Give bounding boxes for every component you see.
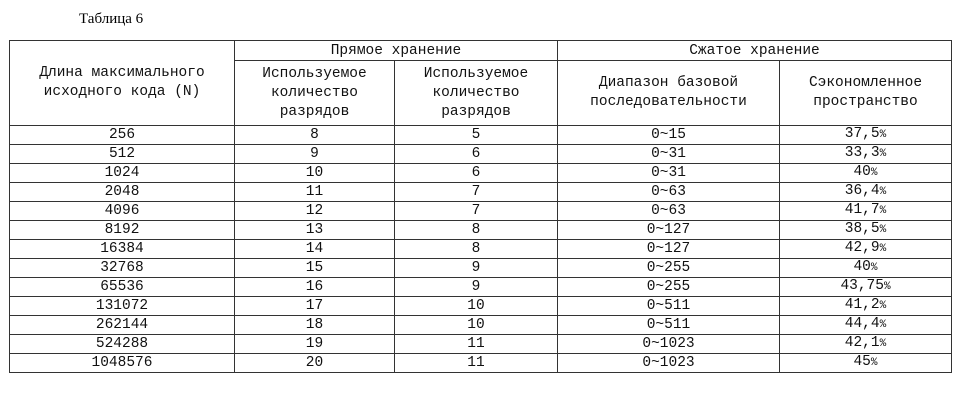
header-bits-used <box>395 61 558 126</box>
percent-sign: % <box>879 129 887 141</box>
cell-bits-direct: 11 <box>235 183 395 202</box>
header-saved-space <box>780 61 952 126</box>
table-row <box>10 259 952 278</box>
table-caption: Таблица 6 <box>79 11 144 27</box>
percent-sign: % <box>879 186 887 198</box>
saved-value: 43,75 <box>840 278 884 294</box>
cell-saved-space <box>780 126 952 145</box>
percent-sign: % <box>879 338 887 350</box>
header-compressed-storage: Сжатое хранение <box>558 41 952 61</box>
cell-bits-direct: 17 <box>235 297 395 316</box>
table-row <box>10 145 952 164</box>
cell-base-range: 0~1023 <box>558 354 780 373</box>
cell-bits-used: 8 <box>395 221 558 240</box>
cell-bits-used: 8 <box>395 240 558 259</box>
cell-bits-direct: 13 <box>235 221 395 240</box>
percent-sign: % <box>879 205 887 217</box>
cell-bits-used: 7 <box>395 202 558 221</box>
cell-bits-direct: 15 <box>235 259 395 278</box>
header-line: количество <box>270 84 358 101</box>
saved-value: 36,4 <box>844 183 880 199</box>
cell-saved-space <box>780 259 952 278</box>
cell-code-length: 4096 <box>10 202 235 221</box>
table-row <box>10 202 952 221</box>
cell-bits-direct: 8 <box>235 126 395 145</box>
table-row <box>10 297 952 316</box>
cell-bits-used: 11 <box>395 354 558 373</box>
cell-saved-space <box>780 335 952 354</box>
saved-value: 38,5 <box>844 221 880 237</box>
cell-bits-direct: 16 <box>235 278 395 297</box>
cell-base-range: 0~255 <box>558 259 780 278</box>
cell-bits-used: 9 <box>395 278 558 297</box>
table-row <box>10 316 952 335</box>
cell-code-length: 512 <box>10 145 235 164</box>
percent-sign: % <box>879 243 887 255</box>
cell-code-length: 262144 <box>10 316 235 335</box>
cell-code-length: 8192 <box>10 221 235 240</box>
cell-code-length: 65536 <box>10 278 235 297</box>
saved-value: 42,1 <box>844 335 880 351</box>
header-line: количество <box>432 84 520 101</box>
cell-bits-direct: 9 <box>235 145 395 164</box>
cell-bits-used: 7 <box>395 183 558 202</box>
cell-saved-space <box>780 240 952 259</box>
saved-value: 40 <box>853 259 871 275</box>
header-line: Длина максимального <box>39 65 205 81</box>
header-line: Сэкономленное <box>808 75 923 91</box>
cell-saved-space <box>780 221 952 240</box>
saved-value: 41,2 <box>844 297 880 313</box>
data-table <box>9 40 952 373</box>
saved-value: 37,5 <box>844 126 880 142</box>
table-row <box>10 240 952 259</box>
percent-sign: % <box>870 262 878 274</box>
table-row <box>10 335 952 354</box>
saved-value: 40 <box>853 164 871 180</box>
header-max-code-length <box>10 41 235 126</box>
cell-code-length: 524288 <box>10 335 235 354</box>
header-line: разрядов <box>279 103 350 120</box>
cell-base-range: 0~1023 <box>558 335 780 354</box>
table-row <box>10 354 952 373</box>
cell-code-length: 256 <box>10 126 235 145</box>
percent-sign: % <box>879 224 887 236</box>
cell-base-range: 0~511 <box>558 316 780 335</box>
cell-bits-used: 9 <box>395 259 558 278</box>
cell-base-range: 0~127 <box>558 221 780 240</box>
cell-bits-used: 6 <box>395 164 558 183</box>
percent-sign: % <box>870 357 878 369</box>
cell-bits-used: 5 <box>395 126 558 145</box>
cell-bits-used: 11 <box>395 335 558 354</box>
saved-value: 33,3 <box>844 145 880 161</box>
cell-base-range: 0~31 <box>558 145 780 164</box>
header-line: Используемое <box>262 65 367 82</box>
table-row <box>10 183 952 202</box>
cell-bits-direct: 19 <box>235 335 395 354</box>
cell-saved-space <box>780 316 952 335</box>
cell-bits-direct: 14 <box>235 240 395 259</box>
cell-base-range: 0~15 <box>558 126 780 145</box>
cell-saved-space <box>780 278 952 297</box>
cell-code-length: 1024 <box>10 164 235 183</box>
cell-bits-direct: 18 <box>235 316 395 335</box>
cell-code-length: 1048576 <box>10 354 235 373</box>
percent-sign: % <box>879 148 887 160</box>
header-line: Диапазон базовой <box>598 75 739 91</box>
header-line: Используемое <box>423 65 529 82</box>
cell-bits-used: 6 <box>395 145 558 164</box>
cell-bits-used: 10 <box>395 297 558 316</box>
cell-base-range: 0~127 <box>558 240 780 259</box>
header-base-range <box>558 61 780 126</box>
header-line: последовательности <box>590 94 747 110</box>
percent-sign: % <box>879 300 887 312</box>
cell-bits-used: 10 <box>395 316 558 335</box>
cell-saved-space <box>780 354 952 373</box>
cell-bits-direct: 10 <box>235 164 395 183</box>
cell-code-length: 16384 <box>10 240 235 259</box>
table-row <box>10 278 952 297</box>
saved-value: 41,7 <box>844 202 880 218</box>
percent-sign: % <box>879 319 887 331</box>
cell-code-length: 131072 <box>10 297 235 316</box>
header-line: разрядов <box>441 103 511 120</box>
cell-bits-direct: 12 <box>235 202 395 221</box>
saved-value: 45 <box>853 354 871 370</box>
saved-value: 44,4 <box>844 316 880 332</box>
cell-base-range: 0~255 <box>558 278 780 297</box>
header-direct-storage: Прямое хранение <box>235 41 558 61</box>
cell-base-range: 0~63 <box>558 202 780 221</box>
saved-value: 42,9 <box>844 240 880 256</box>
cell-code-length: 32768 <box>10 259 235 278</box>
cell-code-length: 2048 <box>10 183 235 202</box>
table-row <box>10 221 952 240</box>
header-bits-direct <box>235 61 395 126</box>
cell-bits-direct: 20 <box>235 354 395 373</box>
cell-saved-space <box>780 183 952 202</box>
cell-saved-space <box>780 164 952 183</box>
cell-saved-space <box>780 297 952 316</box>
header-line: исходного кода (N) <box>43 84 201 100</box>
cell-base-range: 0~31 <box>558 164 780 183</box>
percent-sign: % <box>883 281 891 293</box>
cell-saved-space <box>780 202 952 221</box>
cell-saved-space <box>780 145 952 164</box>
percent-sign: % <box>870 167 878 179</box>
table-row <box>10 126 952 145</box>
cell-base-range: 0~511 <box>558 297 780 316</box>
table-row <box>10 164 952 183</box>
cell-base-range: 0~63 <box>558 183 780 202</box>
header-line: пространство <box>813 94 918 110</box>
